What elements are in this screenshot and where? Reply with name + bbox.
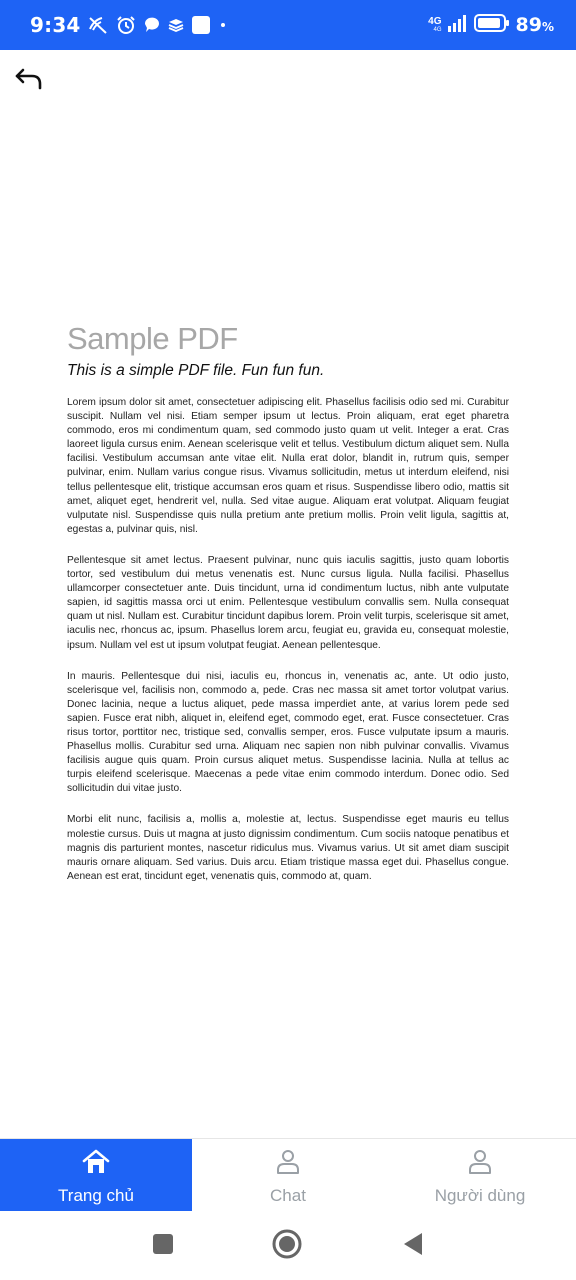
pdf-paragraph: Pellentesque sit amet lectus. Praesent pulvinar, nunc quis iaculis sagittis, justo quam lobortis tortor, sed vestibulum dui metus venenatis est. Nunc cursus ligula. Nulla facilisi. Phasellus ullamcorper consectetuer ante. Duis tincidunt, urna id condimentum luctus, nibh ante vulputate sapien, id sagittis massa orci ut enim. Pellentesque vestibulum convallis sem. Nulla consequat quam ut nisl. Nullam est. Curabitur tincidunt dapibus lorem. Proin velit turpis, scelerisque sit amet, iaculis nec, rhoncus ac, ipsum. Phasellus lorem arcu, feugiat eu, gravida eu, consequat molestie, ipsum. Nullam vel est ut ipsum volutpat feugiat. Aenean pellentesque. — [67, 554, 509, 651]
battery-icon — [474, 13, 510, 38]
home-system-button[interactable] — [272, 1231, 302, 1261]
system-navigation-bar — [0, 1211, 576, 1280]
dot-icon — [218, 20, 228, 30]
bottom-navigation — [0, 1138, 576, 1211]
nav-item-home[interactable] — [0, 1139, 192, 1211]
battery-percent: 89% — [515, 14, 554, 36]
recents-button[interactable] — [148, 1231, 178, 1261]
triangle-back-icon — [400, 1231, 424, 1262]
status-right — [428, 13, 554, 38]
back-arrow-icon — [14, 67, 44, 96]
nav-label-chat: Chat — [270, 1186, 306, 1205]
alarm-icon — [116, 15, 136, 35]
nav-label-users: Người dùng — [434, 1186, 526, 1205]
back-system-button[interactable] — [397, 1231, 427, 1261]
pdf-viewer[interactable] — [67, 322, 509, 884]
back-button[interactable] — [10, 62, 48, 100]
signal-icon — [448, 14, 468, 37]
chat-bubble-icon — [143, 16, 161, 34]
square-icon — [151, 1232, 175, 1261]
nav-item-users[interactable] — [384, 1139, 576, 1211]
user-icon — [276, 1149, 300, 1180]
home-icon — [82, 1149, 110, 1180]
layers-icon — [168, 17, 184, 33]
circle-icon — [272, 1229, 302, 1264]
status-notification-icons — [87, 15, 228, 35]
pdf-paragraph: Morbi elit nunc, facilisis a, mollis a, molestie at, lectus. Suspendisse eget mauris eu tellus molestie cursus. Duis ut magna at justo dignissim condimentum. Cum sociis natoque penatibus et magnis dis parturient montes, nascetur ridiculus mus. Vivamus varius. Ut sit amet diam suscipit mauris ornare aliquam. Sed varius. Duis arcu. Etiam tristique massa eget dui. Phasellus congue. Aenean est erat, tincidunt eget, venenatis quis, commodo at, quam. — [67, 814, 509, 882]
status-bar — [0, 0, 576, 50]
wifi-calling-off-icon — [87, 15, 109, 35]
status-time: 9:34 — [30, 13, 81, 37]
pdf-paragraph: In mauris. Pellentesque dui nisi, iaculis eu, rhoncus in, venenatis ac, ante. Ut odio justo, scelerisque vel, facilisis non, commodo a, pede. Cras nec massa sit amet tortor volutpat varius. Donec lacinia, neque a luctus aliquet, pede massa imperdiet ante, at varius lorem pede sed sapien. Fusce erat nibh, aliquet in, eleifend eget, commodo eget, erat. Fusce consectetuer. Cras risus tortor, porttitor nec, tristique sed, convallis semper, eros. Fusce vulputate ipsum a mauris. Phasellus mollis. Curabitur sed urna. Aliquam nec sapien non nibh pulvinar convallis. Vivamus facilisis augue quis quam. Proin cursus aliquet metus. Suspendisse lacinia. Nulla at tellus ac turpis eleifend scelerisque. Maecenas a pede vitae enim commodo interdum. Donec odio. Sed sollicitudin dui vitae justo. — [67, 670, 509, 795]
nav-label-home: Trang chủ — [58, 1186, 134, 1205]
user-icon — [468, 1149, 492, 1180]
pdf-paragraph: Lorem ipsum dolor sit amet, consectetuer adipiscing elit. Phasellus facilisis odio sed mi. Curabitur suscipit. Nullam vel nisi. Etiam semper ipsum ut lectus. Proin aliquam, erat eget pharetra commodo, eros mi condimentum quam, sed commodo justo quam ut velit. Integer a erat. Cras laoreet ligula cursus enim. Aenean scelerisque velit et tellus. Vestibulum dictum aliquet sem. Nulla facilisi. Vestibulum accumsan ante vitae elit. Nulla erat dolor, blandit in, rutrum quis, semper pulvinar, enim. Nullam varius congue risus. Vivamus sollicitudin, metus ut interdum eleifend, nisi tellus pellentesque elit, tristique accumsan eros quam et risus. Suspendisse libero odio, mattis sit amet, aliquet eget, hendrerit vel, nulla. Sed vitae augue. Aliquam erat volutpat. Aliquam feugiat vulputate nisl. Suspendisse quis nulla pretium ante pretium mollis. Proin velit ligula, sagittis at, egestas a, pulvinar quis, nisl. — [67, 397, 509, 535]
nav-item-chat[interactable] — [192, 1139, 384, 1211]
app-square-icon — [191, 15, 211, 35]
pdf-title: Sample PDF — [67, 321, 238, 356]
pdf-subtitle: This is a simple PDF file. Fun fun fun. — [67, 362, 325, 379]
network-label: 4G 4G — [428, 15, 442, 33]
